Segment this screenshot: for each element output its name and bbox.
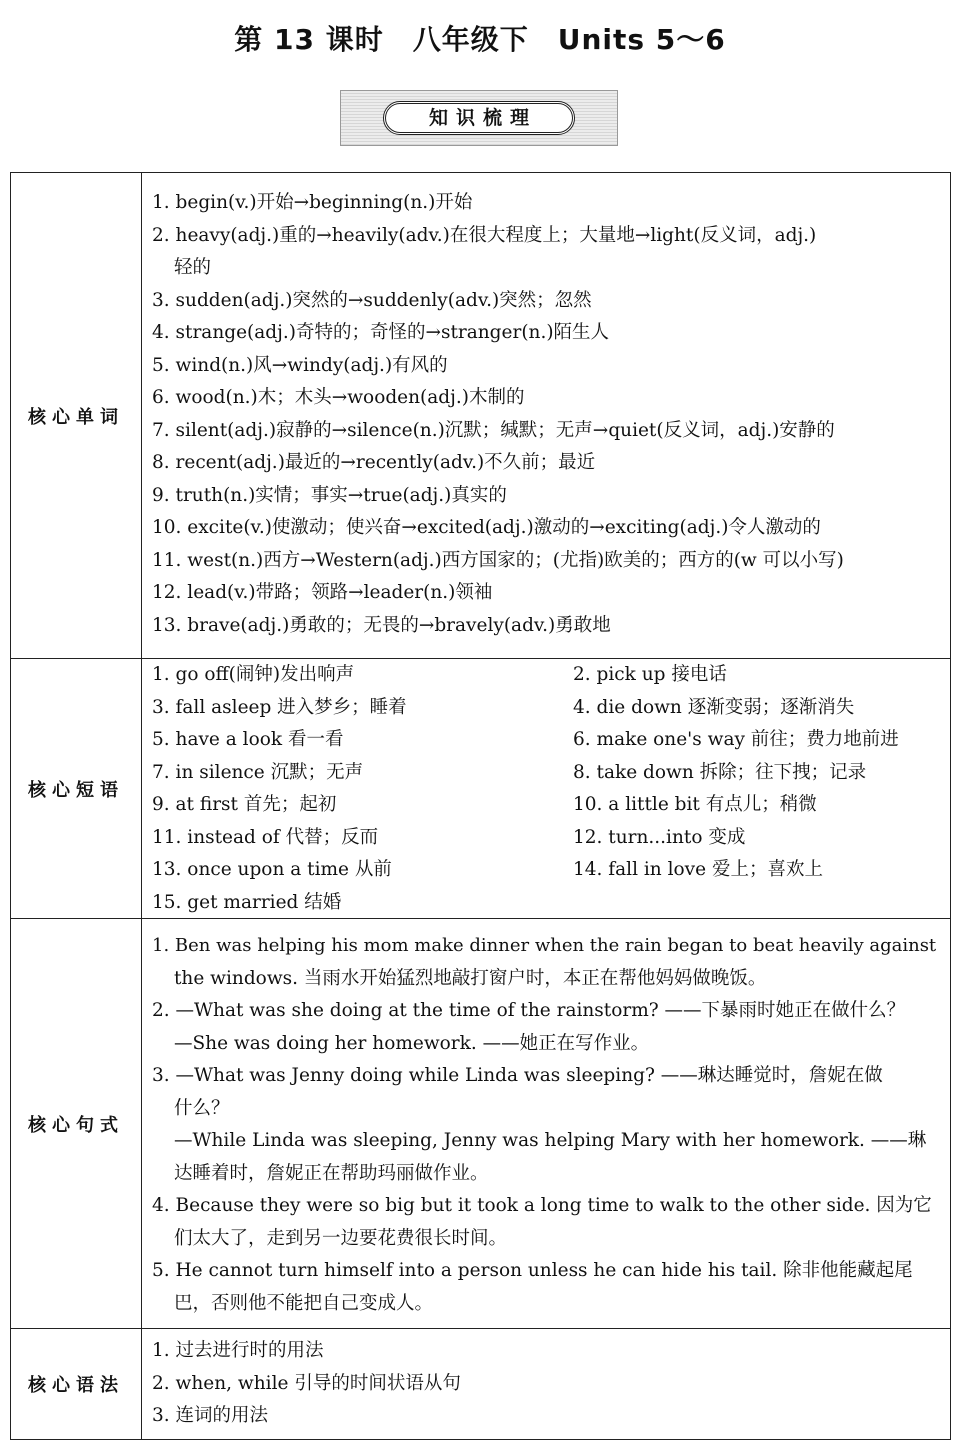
section-content [152, 930, 942, 1320]
list-item: 5. He cannot turn himself into a person unless he can hide his tail. 除非他能藏起尾 [152, 1260, 913, 1281]
list-item: 9. at first 首先；起初 [152, 794, 337, 815]
list-item: 3. —What was Jenny doing while Linda was sleeping? ——琳达睡觉时，詹妮在做 [152, 1065, 883, 1086]
list-item: 10. a little bit 有点儿；稍微 [573, 794, 817, 815]
list-item: 11. instead of 代替；反而 [152, 826, 379, 848]
list-item: 12. turn...into 变成 [573, 826, 746, 848]
list-item: 什么？ [174, 1097, 230, 1119]
list-item: 10. excite(v.)使激动；使兴奋→excited(adj.)激动的→exciting(adj.)令人激动的 [152, 517, 821, 538]
section-words [11, 173, 950, 659]
list-item: 6. wood(n.)木；木头→wooden(adj.)木制的 [152, 387, 525, 408]
list-item: the windows. 当雨水开始猛烈地敲打窗户时，本正在帮他妈妈做晚饭。 [174, 967, 767, 989]
list-item: 5. wind(n.)风→windy(adj.)有风的 [152, 354, 448, 376]
list-item: 4. Because they were so big but it took a long time to walk to the other side. 因为它 [152, 1195, 932, 1216]
list-item: 4. die down 逐渐变弱；逐渐消失 [573, 696, 855, 718]
list-item: —While Linda was sleeping, Jenny was helping Mary with her homework. ——琳 [174, 1130, 927, 1151]
list-item: 12. lead(v.)带路；领路→leader(n.)领袖 [152, 582, 493, 603]
list-item: 15. get married 结婚 [152, 891, 342, 913]
list-item: 1. Ben was helping his mom make dinner when the rain began to beat heavily against [152, 935, 937, 956]
list-item: 1. begin(v.)开始→beginning(n.)开始 [152, 192, 473, 213]
list-item: 6. make one's way 前往；费力地前进 [573, 729, 899, 750]
list-item: 1. 过去进行时的用法 [152, 1340, 324, 1361]
list-item: 2. pick up 接电话 [573, 664, 727, 685]
section-banner [340, 90, 618, 146]
list-item: 8. recent(adj.)最近的→recently(adv.)不久前；最近 [152, 452, 596, 473]
list-item: 7. in silence 沉默；无声 [152, 761, 364, 783]
section-label: 核心短语 [11, 659, 142, 918]
banner-label: 知识梳理 [383, 101, 575, 135]
list-item: 5. have a look 看一看 [152, 729, 344, 750]
section-label: 核心语法 [11, 1329, 142, 1439]
list-item: 轻的 [174, 257, 212, 278]
list-item: 13. once upon a time 从前 [152, 859, 392, 880]
list-item: 3. sudden(adj.)突然的→suddenly(adv.)突然；忽然 [152, 289, 592, 311]
list-item: 11. west(n.)西方→Western(adj.)西方国家的；(尤指)欧美的；西方的(w 可以小写) [152, 549, 844, 571]
list-item: 4. strange(adj.)奇特的；奇怪的→stranger(n.)陌生人 [152, 322, 610, 343]
list-item: 达睡着时，詹妮正在帮助玛丽做作业。 [174, 1162, 489, 1184]
list-item: 2. —What was she doing at the time of the rainstorm? ——下暴雨时她正在做什么？ [152, 1000, 906, 1021]
section-label: 核心单词 [11, 173, 142, 658]
section-content [152, 1335, 942, 1433]
list-item: 9. truth(n.)实情；事实→true(adj.)真实的 [152, 484, 507, 506]
list-item: 3. 连词的用法 [152, 1405, 269, 1426]
section-label: 核心句式 [11, 919, 142, 1328]
list-item: 1. go off(闹钟)发出响声 [152, 664, 355, 685]
list-item: —She was doing her homework. ——她正在写作业。 [174, 1032, 650, 1054]
section-content [152, 187, 942, 642]
list-item: 2. when, while 引导的时间状语从句 [152, 1372, 461, 1394]
section-phrases [11, 659, 950, 919]
list-item: 8. take down 拆除；往下拽；记录 [573, 761, 867, 783]
section-grammar [11, 1329, 950, 1439]
section-content [152, 659, 942, 919]
list-item: 们太大了，走到另一边要花费很长时间。 [174, 1227, 508, 1249]
knowledge-table [10, 172, 951, 1440]
list-item: 巴，否则他不能把自己变成人。 [174, 1292, 434, 1314]
list-item: 7. silent(adj.)寂静的→silence(n.)沉默；缄默；无声→quiet(反义词，adj.)安静的 [152, 419, 835, 441]
list-item: 2. heavy(adj.)重的→heavily(adv.)在很大程度上；大量地→light(反义词，adj.) [152, 224, 817, 246]
list-item: 3. fall asleep 进入梦乡；睡着 [152, 696, 407, 718]
page-title: 第 13 课时 八年级下 Units 5～6 [234, 23, 726, 56]
list-item: 14. fall in love 爱上；喜欢上 [573, 859, 823, 880]
list-item: 13. brave(adj.)勇敢的；无畏的→bravely(adv.)勇敢地 [152, 614, 611, 636]
section-sentences [11, 919, 950, 1329]
